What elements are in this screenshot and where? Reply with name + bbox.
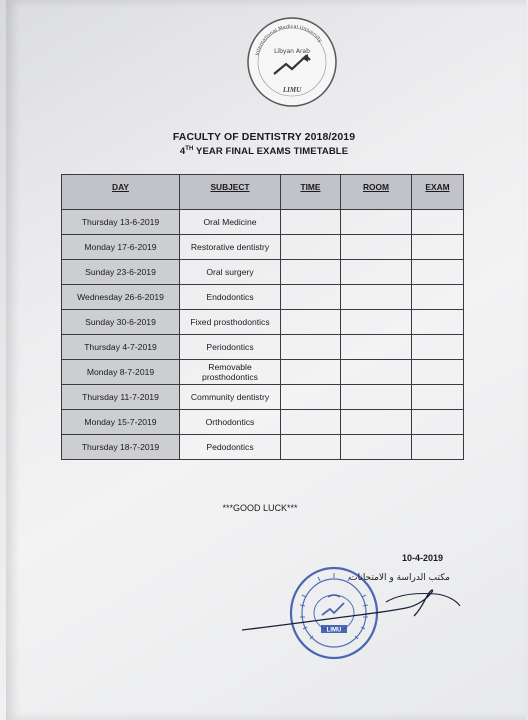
exam-cell bbox=[412, 235, 464, 260]
room-cell bbox=[341, 385, 412, 410]
subject-cell: Pedodontics bbox=[180, 435, 281, 460]
day-cell: Thursday 13-6-2019 bbox=[62, 210, 180, 235]
column-header-room: ROOM bbox=[341, 175, 412, 210]
time-cell bbox=[281, 385, 341, 410]
table-row bbox=[62, 410, 464, 435]
subject-cell: Endodontics bbox=[180, 285, 281, 310]
table-row bbox=[62, 360, 464, 385]
room-cell bbox=[341, 435, 412, 460]
logo-outer-text: International Medical University bbox=[254, 23, 324, 57]
day-cell: Thursday 4-7-2019 bbox=[62, 335, 180, 360]
exam-timetable bbox=[61, 174, 464, 460]
day-cell: Sunday 30-6-2019 bbox=[62, 310, 180, 335]
time-cell bbox=[281, 335, 341, 360]
timetable-subtitle: 4TH YEAR FINAL EXAMS TIMETABLE bbox=[179, 146, 349, 158]
table-header-row bbox=[62, 175, 464, 210]
time-cell bbox=[281, 310, 341, 335]
day-cell: Monday 15-7-2019 bbox=[62, 410, 180, 435]
logo-abbr: LIMU bbox=[282, 86, 302, 94]
subject-cell: Restorative dentistry bbox=[180, 235, 281, 260]
exam-cell bbox=[412, 435, 464, 460]
table-row bbox=[62, 310, 464, 335]
exam-cell bbox=[412, 210, 464, 235]
subject-cell: Orthodontics bbox=[180, 410, 281, 435]
time-cell bbox=[281, 235, 341, 260]
day-cell: Thursday 18-7-2019 bbox=[62, 435, 180, 460]
time-cell bbox=[281, 260, 341, 285]
room-cell bbox=[341, 235, 412, 260]
office-signature-label: مكتب الدراسة و الامتحانات bbox=[349, 573, 450, 583]
exam-cell bbox=[412, 385, 464, 410]
signature bbox=[236, 582, 466, 642]
time-cell bbox=[281, 410, 341, 435]
faculty-title: FACULTY OF DENTISTRY 2018/2019 bbox=[172, 131, 356, 143]
exam-cell bbox=[412, 410, 464, 435]
table-row bbox=[62, 235, 464, 260]
room-cell bbox=[341, 260, 412, 285]
subject-cell: Oral Medicine bbox=[180, 210, 281, 235]
column-header-day: DAY bbox=[62, 175, 180, 210]
subject-cell: Periodontics bbox=[180, 335, 281, 360]
room-cell bbox=[341, 310, 412, 335]
subject-cell: Fixed prosthodontics bbox=[180, 310, 281, 335]
room-cell bbox=[341, 410, 412, 435]
room-cell bbox=[341, 210, 412, 235]
table-row bbox=[62, 260, 464, 285]
table-row bbox=[62, 385, 464, 410]
room-cell bbox=[341, 360, 412, 385]
day-cell: Monday 8-7-2019 bbox=[62, 360, 180, 385]
room-cell bbox=[341, 335, 412, 360]
exam-cell bbox=[412, 260, 464, 285]
column-header-exam: EXAM bbox=[412, 175, 464, 210]
issue-date: 10-4-2019 bbox=[402, 553, 444, 563]
table-row bbox=[62, 285, 464, 310]
day-cell: Thursday 11-7-2019 bbox=[62, 385, 180, 410]
day-cell: Monday 17-6-2019 bbox=[62, 235, 180, 260]
exam-cell bbox=[412, 335, 464, 360]
time-cell bbox=[281, 285, 341, 310]
day-cell: Wednesday 26-6-2019 bbox=[62, 285, 180, 310]
table-row bbox=[62, 435, 464, 460]
subject-cell: Community dentistry bbox=[180, 385, 281, 410]
exam-cell bbox=[412, 360, 464, 385]
day-cell: Sunday 23-6-2019 bbox=[62, 260, 180, 285]
exam-cell bbox=[412, 310, 464, 335]
column-header-subject: SUBJECT bbox=[180, 175, 281, 210]
subject-cell: Removable prosthodontics bbox=[180, 360, 281, 385]
time-cell bbox=[281, 210, 341, 235]
column-header-time: TIME bbox=[281, 175, 341, 210]
table-row bbox=[62, 210, 464, 235]
room-cell bbox=[341, 285, 412, 310]
stamp-text: LIMU bbox=[326, 627, 342, 634]
time-cell bbox=[281, 360, 341, 385]
good-luck-text: ***GOOD LUCK*** bbox=[222, 503, 298, 513]
subject-cell: Oral surgery bbox=[180, 260, 281, 285]
logo-inner-text: Libyan Arab bbox=[274, 48, 310, 55]
university-logo bbox=[246, 16, 338, 108]
time-cell bbox=[281, 435, 341, 460]
table-row bbox=[62, 335, 464, 360]
exam-cell bbox=[412, 285, 464, 310]
